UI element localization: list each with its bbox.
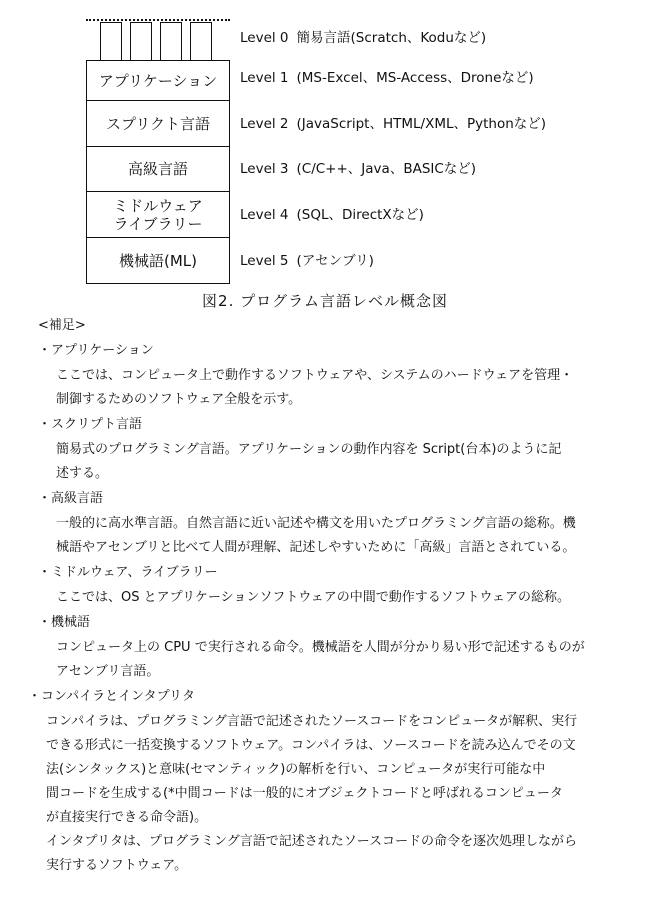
level-4: Level 4 (SQL、DirectXなど): [240, 207, 424, 223]
language-level-diagram: [0, 0, 650, 290]
box-machine: 機械語(ML): [86, 238, 230, 284]
compiler-body-line: が直接実行できる命令語)。: [46, 810, 208, 825]
box-application: アプリケーション: [86, 60, 230, 101]
note-title: ・機械語: [38, 615, 91, 630]
compiler-title: ・コンパイラとインタプリタ: [28, 689, 196, 704]
note-body-line: 械語やアセンブリと比べて人間が理解、記述しやすいために「高級」言語とされている。: [56, 540, 576, 555]
level0-slot: [190, 22, 212, 60]
compiler-body-line: 法(シンタックス)と意味(セマンティック)の解析を行い、コンピュータが実行可能な中: [46, 762, 546, 777]
note-title: ・アプリケーション: [38, 343, 154, 358]
compiler-body-line: インタプリタは、プログラミング言語で記述されたソースコードの命令を逐次処理しながら: [46, 834, 578, 849]
notes-heading: <補足>: [38, 318, 86, 333]
note-body-line: アセンブリ言語。: [56, 664, 160, 679]
figure-caption: 図2. プログラム言語レベル概念図: [202, 292, 448, 310]
note-body-line: 述する。: [56, 466, 109, 481]
note-body-line: 簡易式のプログラミング言語。アプリケーションの動作内容を Script(台本)のように記: [56, 442, 562, 457]
box-middleware: ミドルウェア ライブラリー: [86, 192, 230, 238]
level-1: Level 1 (MS-Excel、MS-Access、Droneなど): [240, 70, 534, 86]
compiler-body-line: コンパイラは、プログラミング言語で記述されたソースコードをコンピュータが解釈、実行: [46, 714, 578, 729]
compiler-body-line: できる形式に一括変換するソフトウェア。コンパイラは、ソースコードを読み込んでその文: [46, 738, 576, 753]
note-body-line: コンピュータ上の CPU で実行される命令。機械語を人間が分かり易い形で記述するものが: [56, 640, 585, 655]
note-body-line: 一般的に高水準言語。自然言語に近い記述や構文を用いたプログラミング言語の総称。機: [56, 516, 576, 531]
note-body-line: 制御するためのソフトウェア全般を示す。: [56, 392, 302, 407]
note-title: ・高級言語: [38, 491, 104, 506]
top-dotted-line: [86, 19, 230, 21]
level0-slot: [160, 22, 182, 60]
box-high-level: 高級言語: [86, 147, 230, 192]
note-body-line: ここでは、コンピュータ上で動作するソフトウェアや、システムのハードウェアを管理・: [56, 368, 574, 383]
level-5: Level 5 (アセンブリ): [240, 253, 374, 269]
box-script: スプリクト言語: [86, 101, 230, 147]
note-title: ・スクリプト言語: [38, 417, 143, 432]
level-3: Level 3 (C/C++、Java、BASICなど): [240, 161, 477, 177]
level-0: Level 0 簡易言語(Scratch、Koduなど): [240, 30, 487, 46]
compiler-body-line: 間コードを生成する(*中間コードは一般的にオブジェクトコードと呼ばれるコンピュータ: [46, 786, 563, 801]
level0-slot: [100, 22, 122, 60]
compiler-body-line: 実行するソフトウェア。: [46, 858, 188, 873]
note-body-line: ここでは、OS とアプリケーションソフトウェアの中間で動作するソフトウェアの総称。: [56, 590, 571, 605]
note-title: ・ミドルウェア、ライブラリー: [38, 565, 218, 580]
level0-slot: [130, 22, 152, 60]
level-2: Level 2 (JavaScript、HTML/XML、Pythonなど): [240, 116, 547, 132]
